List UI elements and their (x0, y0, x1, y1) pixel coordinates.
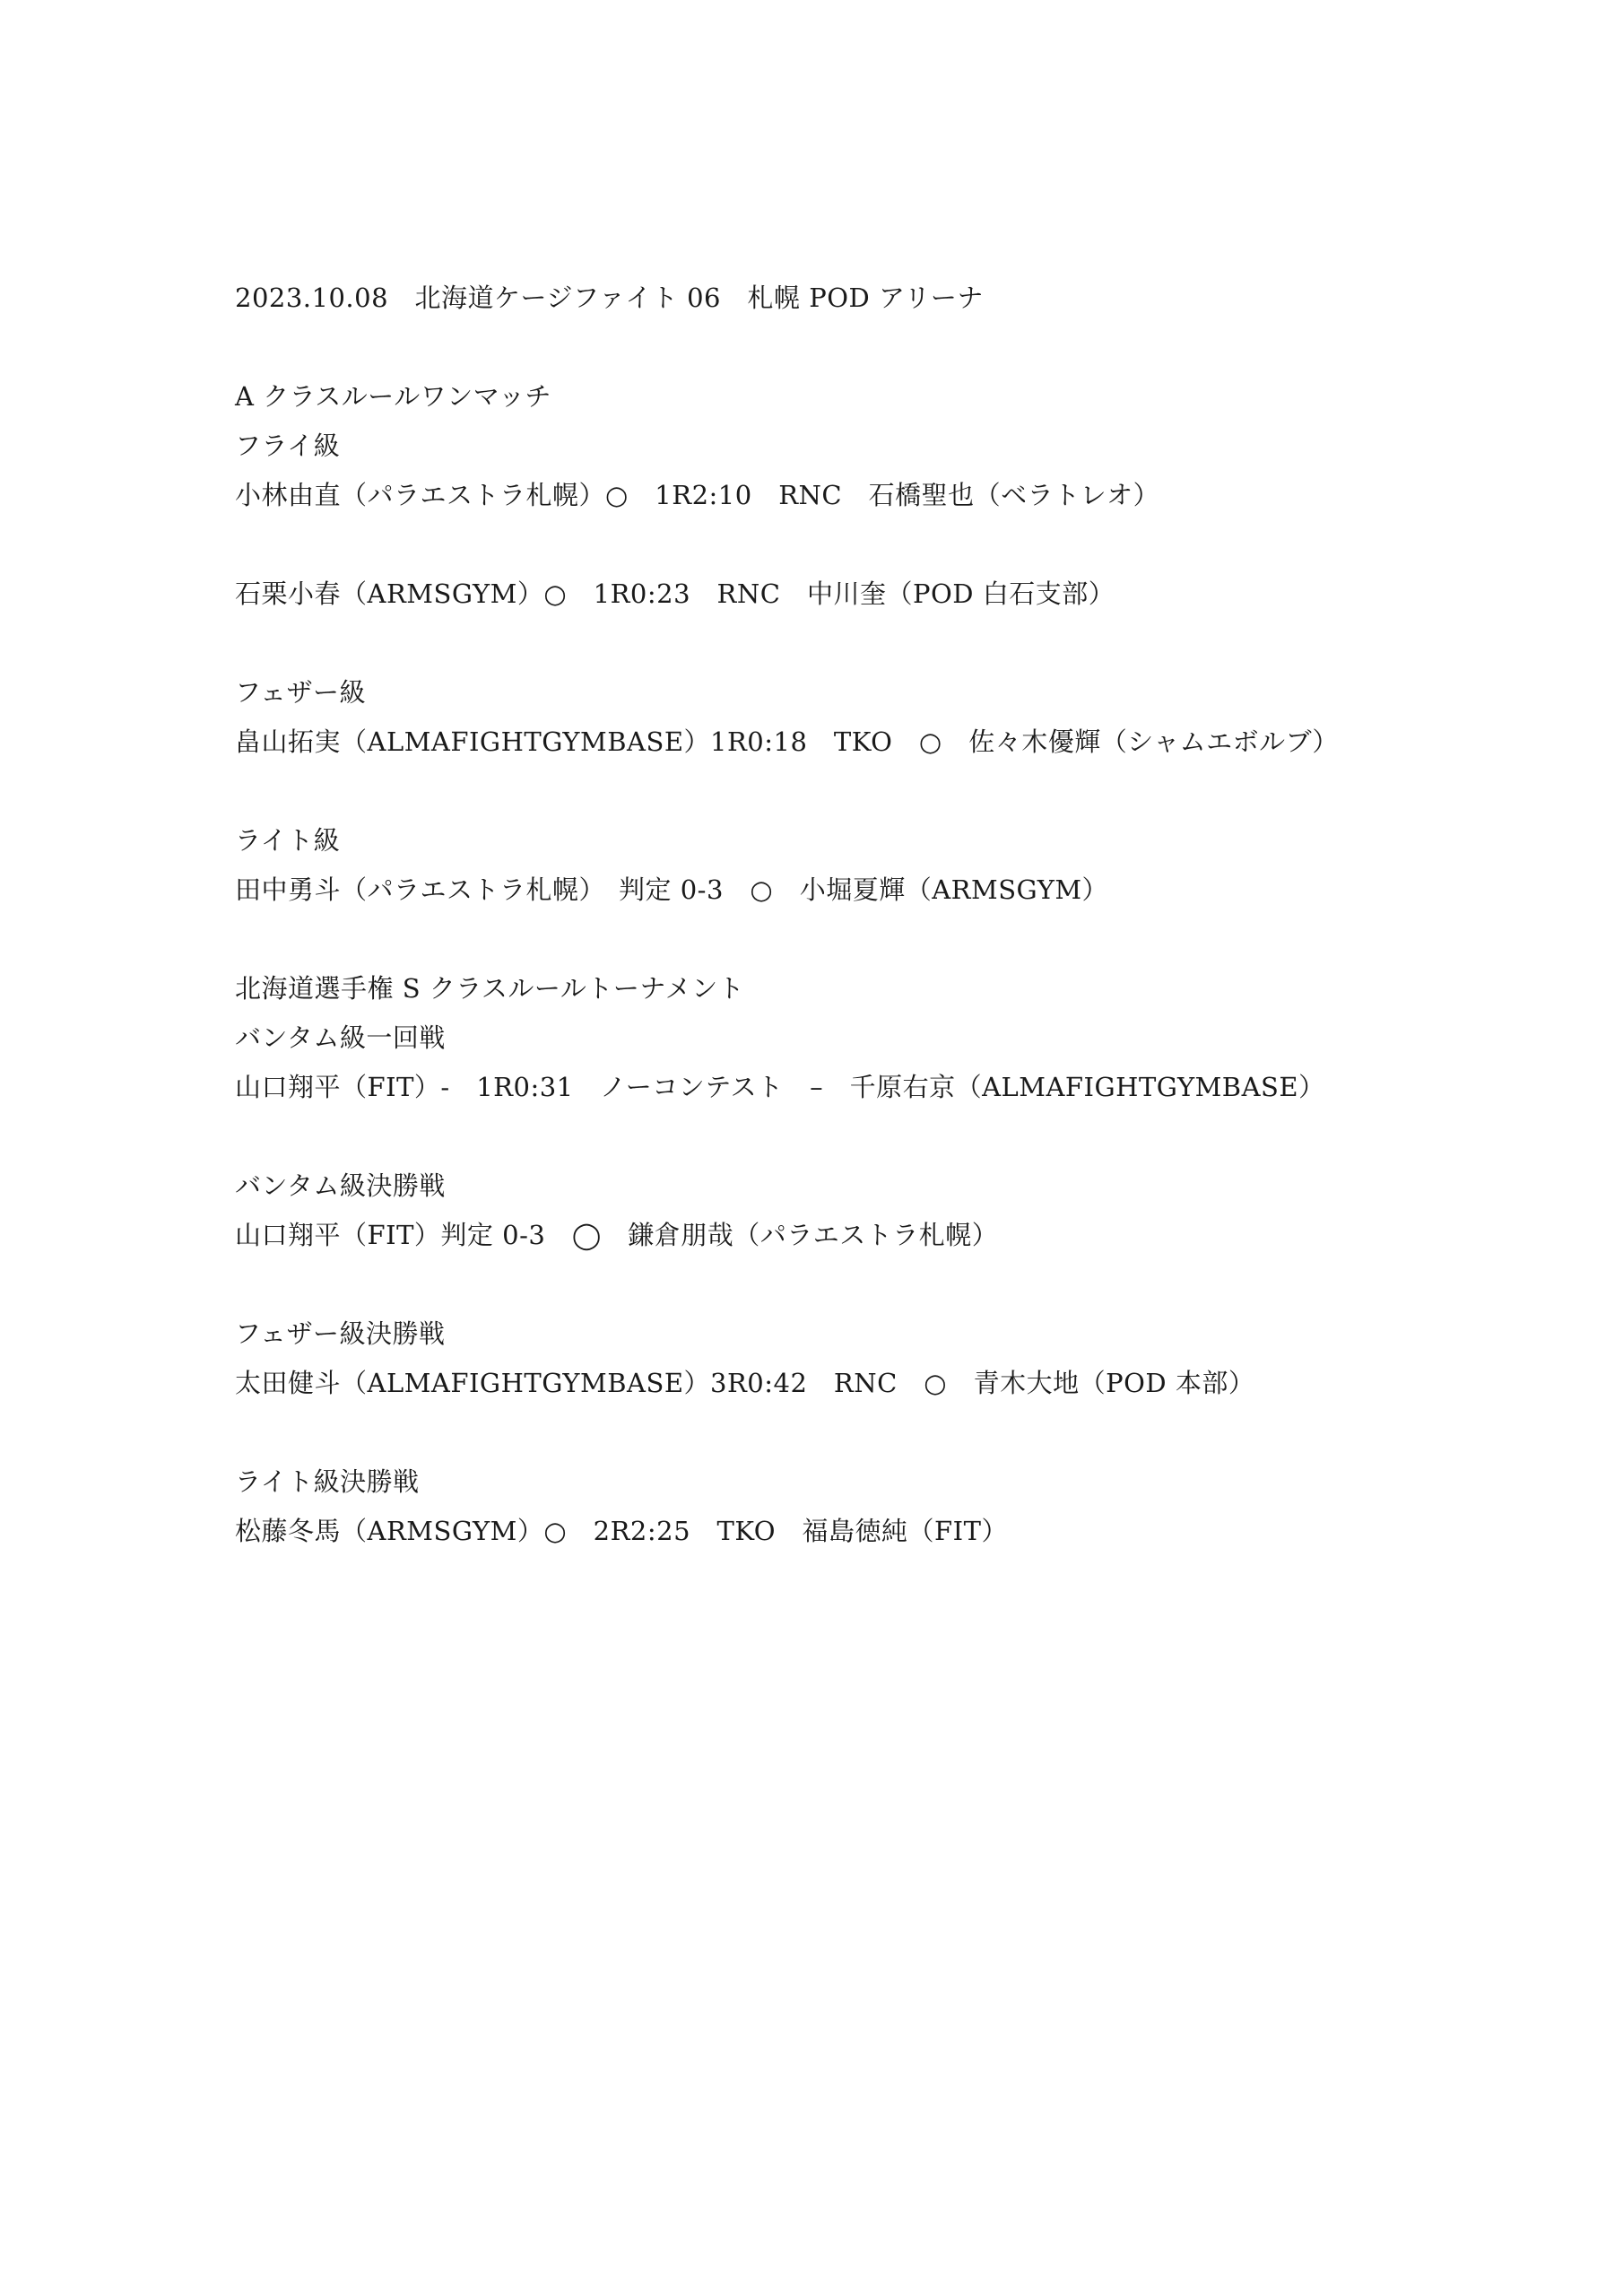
round-bantam-final: バンタム級決勝戦 (235, 1170, 446, 1201)
spacer (235, 520, 1419, 570)
bout-result: 山口翔平（FIT）判定 0-3 ◯ 鎌倉朋哉（パラエストラ札幌） (235, 1220, 999, 1250)
round-bantam-first-round: バンタム級一回戦 (235, 1022, 446, 1053)
document-page (235, 274, 1419, 1556)
bout-result: 松藤冬馬（ARMSGYM）○ 2R2:25 TKO 福島徳純（FIT） (235, 1516, 1008, 1546)
bout-result: 田中勇斗（パラエストラ札幌） 判定 0-3 ○ 小堀夏輝（ARMSGYM） (235, 874, 1109, 905)
section-heading-s-class-tournament: 北海道選手権 S クラスルールトーナメント (235, 973, 745, 1004)
spacer (235, 1408, 1419, 1457)
weight-class-featherweight: フェザー級 (235, 677, 367, 708)
event-title: 2023.10.08 北海道ケージファイト 06 札幌 POD アリーナ (235, 283, 984, 313)
spacer (235, 915, 1419, 964)
spacer (235, 619, 1419, 668)
bout-result: 山口翔平（FIT）- 1R0:31 ノーコンテスト – 千原右京（ALMAFIGHTGYMBASE） (235, 1072, 1325, 1102)
weight-class-flyweight: フライ級 (235, 430, 341, 461)
bout-result: 畠山拓実（ALMAFIGHTGYMBASE）1R0:18 TKO ○ 佐々木優輝（シャムエボルブ） (235, 726, 1339, 757)
spacer (235, 1260, 1419, 1309)
bout-result: 太田健斗（ALMAFIGHTGYMBASE）3R0:42 RNC ○ 青木大地（POD 本部） (235, 1368, 1255, 1398)
round-feather-final: フェザー級決勝戦 (235, 1318, 446, 1349)
spacer (235, 1112, 1419, 1161)
section-heading-a-class: A クラスルールワンマッチ (235, 381, 552, 412)
weight-class-lightweight: ライト級 (235, 825, 341, 856)
bout-result: 石栗小春（ARMSGYM）○ 1R0:23 RNC 中川奎（POD 白石支部） (235, 578, 1115, 609)
bout-result: 小林由直（パラエストラ札幌）○ 1R2:10 RNC 石橋聖也（ベラトレオ） (235, 480, 1160, 510)
spacer (235, 767, 1419, 816)
round-light-final: ライト級決勝戦 (235, 1466, 420, 1497)
